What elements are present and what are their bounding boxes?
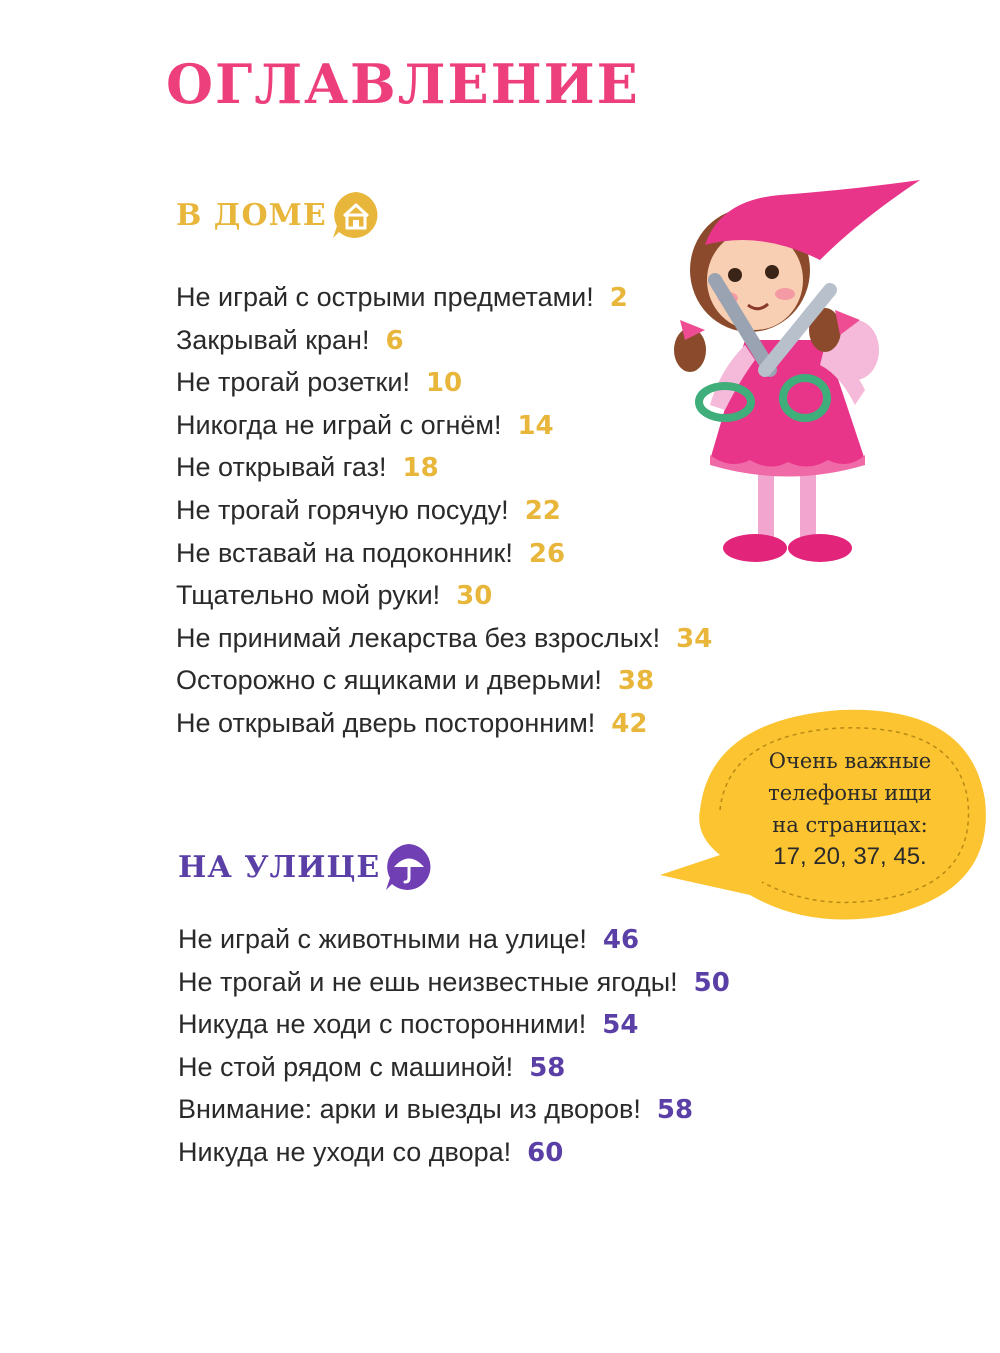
toc-entry[interactable]	[178, 1131, 730, 1174]
toc-entry[interactable]	[178, 1003, 730, 1046]
phone-pages-callout-text	[750, 745, 950, 873]
house-icon	[329, 188, 383, 242]
toc-entry[interactable]	[176, 659, 712, 702]
callout-pages: 17, 20, 37, 45.	[773, 843, 927, 870]
callout-line-2: телефоны ищи	[768, 781, 932, 805]
toc-entry[interactable]	[178, 1046, 730, 1089]
home-section-heading	[176, 188, 383, 242]
toc-entry[interactable]	[176, 276, 712, 319]
toc-entry-page: 58	[656, 1095, 694, 1126]
toc-entry-title: Не играй с острыми предметами!	[176, 282, 594, 312]
toc-entry[interactable]	[178, 918, 730, 961]
toc-entry[interactable]	[176, 446, 712, 489]
street-section-heading	[178, 840, 436, 894]
toc-entry-title: Тщательно мой руки!	[176, 580, 441, 611]
callout-line-1: Очень важные	[768, 749, 932, 773]
toc-entry-page: 2	[609, 283, 628, 313]
toc-entry[interactable]	[176, 574, 712, 617]
toc-entry-title: Осторожно с ящиками и дверьми!	[176, 665, 602, 696]
toc-entry-title: Внимание: арки и выезды из дворов!	[178, 1094, 641, 1125]
toc-entry-title: Закрывай кран!	[176, 324, 370, 355]
toc-entry[interactable]	[176, 532, 712, 575]
toc-entry-title: Никуда не ходи с посторонними!	[178, 1009, 587, 1040]
toc-entry-title: Не трогай розетки!	[176, 367, 410, 398]
toc-entry[interactable]	[178, 1088, 730, 1131]
callout-line-3: на страницах:	[772, 813, 928, 837]
page-title: ОГЛАВЛЕНИЕ	[166, 52, 640, 116]
toc-entry[interactable]	[178, 961, 730, 1004]
toc-entry-page: 50	[693, 967, 730, 998]
toc-entry-title: Не трогай и не ешь неизвестные ягоды!	[178, 966, 678, 997]
toc-entry-page: 10	[425, 368, 463, 399]
toc-entry-page: 46	[602, 925, 640, 955]
toc-entry-page: 38	[617, 666, 655, 697]
toc-entry-title: Никогда не играй с огнём!	[176, 409, 502, 440]
toc-entry[interactable]	[176, 617, 712, 660]
toc-entry-title: Не играй с животными на улице!	[178, 924, 587, 954]
toc-entry-title: Не принимай лекарства без взрослых!	[176, 622, 661, 653]
home-toc-list	[176, 276, 712, 745]
street-section-title: НА УЛИЦЕ	[178, 849, 381, 885]
toc-entry-page: 18	[402, 453, 439, 484]
toc-entry-page: 42	[611, 708, 648, 739]
toc-entry-page: 22	[524, 495, 561, 526]
street-toc-list	[178, 918, 730, 1174]
toc-entry[interactable]	[176, 361, 712, 404]
toc-entry-page: 58	[529, 1052, 566, 1083]
toc-entry-page: 14	[517, 410, 554, 441]
toc-entry-page: 60	[527, 1137, 564, 1168]
toc-entry-title: Никуда не уходи со двора!	[178, 1136, 512, 1167]
toc-entry-title: Не стой рядом с машиной!	[178, 1051, 514, 1082]
toc-entry-title: Не трогай горячую посуду!	[176, 494, 509, 525]
home-section-title: В ДОМЕ	[176, 197, 327, 233]
toc-entry[interactable]	[176, 489, 712, 532]
toc-entry-title: Не открывай газ!	[176, 452, 387, 483]
toc-entry-title: Не вставай на подоконник!	[176, 537, 513, 568]
toc-entry[interactable]	[176, 404, 712, 447]
toc-entry-page: 34	[676, 623, 713, 654]
umbrella-icon	[382, 840, 436, 894]
toc-entry-page: 26	[528, 538, 566, 569]
toc-entry-page: 6	[385, 325, 404, 356]
toc-entry[interactable]	[176, 702, 712, 745]
toc-entry-title: Не открывай дверь посторонним!	[176, 707, 596, 738]
toc-entry[interactable]	[176, 319, 712, 362]
toc-entry-page: 30	[456, 581, 493, 612]
toc-entry-page: 54	[602, 1010, 639, 1041]
